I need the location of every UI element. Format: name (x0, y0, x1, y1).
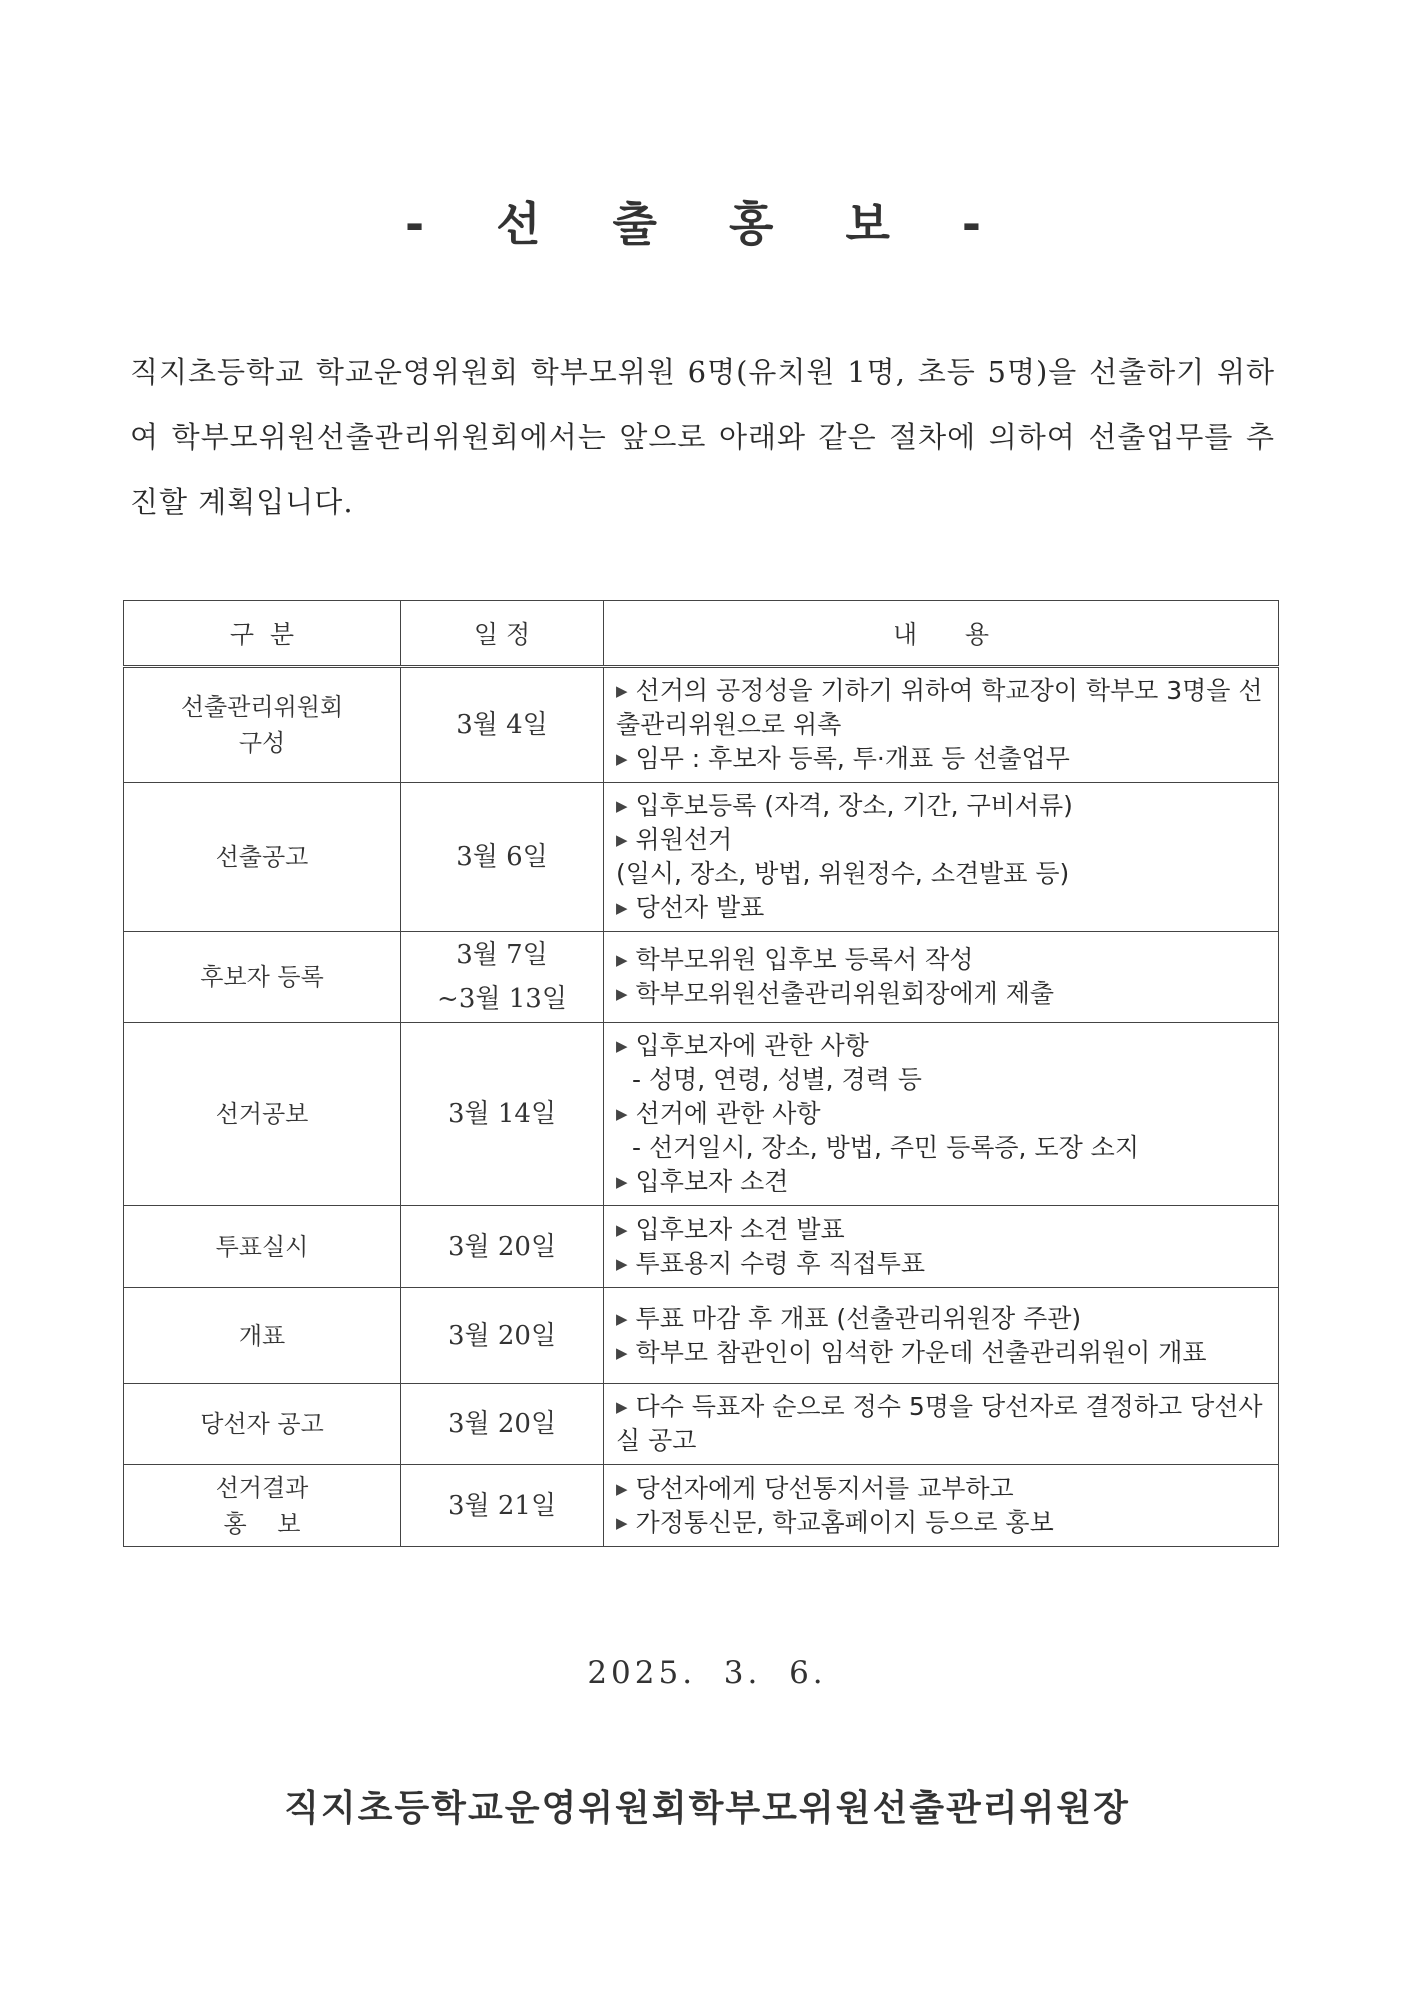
triangle-right-icon: ▶ (616, 1105, 628, 1123)
table-row (124, 1206, 1279, 1288)
row-content (604, 1288, 1279, 1384)
category-text: 홍 보 (223, 1509, 301, 1538)
content-item (616, 1131, 1266, 1165)
row-category (124, 783, 401, 932)
row-content (604, 783, 1279, 932)
header-date: 일 정 (401, 601, 604, 667)
content-item (616, 1506, 1266, 1540)
content-item (616, 1165, 1266, 1199)
content-text: 당선자 발표 (635, 893, 765, 922)
row-content (604, 1384, 1279, 1465)
page-title: - 선 출 홍 보 - (404, 197, 1009, 251)
category-text: 개표 (238, 1321, 286, 1350)
category-text: 구성 (238, 729, 286, 757)
table-header-row (124, 601, 1279, 667)
content-text: 투표용지 수령 후 직접투표 (635, 1248, 926, 1278)
intro-paragraph: 직지초등학교 학교운영위원회 학부모위원 6명(유치원 1명, 초등 5명)을 선출하기 위하여 학부모위원선출관리위원회에서는 앞으로 아래와 같은 절차에 의하여 선출업무를 추진할 계획입니다. (130, 355, 1275, 519)
date-text: 3월 21일 (447, 1490, 557, 1521)
content-text: 가정통신문, 학교홈페이지 등으로 홍보 (635, 1507, 1054, 1537)
triangle-right-icon: ▶ (616, 1037, 628, 1055)
category-text: 선거결과 (215, 1473, 309, 1502)
content-text: 당선자에게 당선통지서를 교부하고 (635, 1473, 1014, 1503)
triangle-right-icon: ▶ (616, 1343, 628, 1362)
row-category (124, 667, 401, 783)
category-text: 선출공고 (215, 843, 309, 871)
triangle-right-icon: ▶ (616, 899, 628, 917)
content-item (616, 891, 1266, 925)
content-item (616, 1097, 1266, 1131)
date-text: 3월 20일 (447, 1320, 557, 1351)
triangle-right-icon: ▶ (616, 682, 628, 700)
row-category (124, 1465, 401, 1547)
table-row (124, 1384, 1279, 1465)
triangle-right-icon: ▶ (616, 1220, 628, 1239)
row-date (401, 1384, 604, 1465)
content-text: 입후보등록 (자격, 장소, 기간, 구비서류) (635, 791, 1073, 820)
content-text: 투표 마감 후 개표 (선출관리위원장 주관) (635, 1303, 1082, 1333)
triangle-right-icon: ▶ (616, 985, 628, 1003)
content-item (616, 742, 1266, 776)
triangle-right-icon: ▶ (616, 1479, 628, 1498)
row-category (124, 1384, 401, 1465)
schedule-body (124, 667, 1279, 1547)
content-item (616, 943, 1266, 977)
date-text: 3월 20일 (447, 1231, 557, 1262)
content-item (616, 823, 1266, 857)
header-category: 구 분 (124, 601, 401, 667)
triangle-right-icon: ▶ (616, 750, 628, 768)
table-row (124, 932, 1279, 1023)
content-text: 다수 득표자 순으로 정수 5명을 당선자로 결정하고 당선사실 공고 (616, 1392, 1263, 1455)
category-text: 선출관리위원회 (180, 693, 344, 721)
content-item (616, 674, 1266, 742)
category-text: 투표실시 (215, 1232, 309, 1261)
table-row (124, 667, 1279, 783)
content-text: 학부모위원 입후보 등록서 작성 (635, 945, 974, 974)
category-text: 선거공보 (215, 1100, 309, 1128)
content-item (616, 1472, 1266, 1506)
row-category (124, 1288, 401, 1384)
schedule-table (123, 600, 1279, 1547)
content-item (616, 789, 1266, 823)
content-text: - 선거일시, 장소, 방법, 주민 등록증, 도장 소지 (632, 1133, 1139, 1162)
row-content (604, 1465, 1279, 1547)
content-text: 임무 : 후보자 등록, 투·개표 등 선출업무 (635, 744, 1070, 773)
content-text: 입후보자 소견 (635, 1167, 789, 1196)
triangle-right-icon: ▶ (616, 797, 628, 815)
date-text: 3월 6일 (456, 842, 548, 872)
row-date (401, 1288, 604, 1384)
content-item (616, 1336, 1266, 1370)
row-category (124, 1023, 401, 1206)
triangle-right-icon: ▶ (616, 1513, 628, 1532)
row-content (604, 932, 1279, 1023)
content-text: (일시, 장소, 방법, 위원정수, 소견발표 등) (616, 859, 1070, 888)
table-row (124, 1288, 1279, 1384)
content-text: 선거에 관한 사항 (635, 1099, 821, 1128)
row-date (401, 1465, 604, 1547)
triangle-right-icon: ▶ (616, 951, 628, 969)
row-content (604, 667, 1279, 783)
row-date (401, 783, 604, 932)
category-text: 후보자 등록 (200, 963, 324, 991)
content-item (616, 1390, 1266, 1458)
date-text: 3월 20일 (447, 1409, 557, 1439)
content-text: 입후보자 소견 발표 (635, 1214, 845, 1244)
date-text: 3월 7일 (456, 940, 548, 970)
content-item (616, 1213, 1266, 1247)
date-text: 3월 4일 (456, 710, 548, 740)
signature-line: 직지초등학교운영위원회학부모위원선출관리위원장 (284, 1788, 1130, 1829)
header-content: 내 용 (604, 601, 1279, 667)
content-item (616, 1247, 1266, 1281)
content-text: - 성명, 연령, 성별, 경력 등 (632, 1065, 922, 1094)
document-date: 2025. 3. 6. (587, 1655, 827, 1691)
content-item (616, 977, 1266, 1011)
table-row (124, 783, 1279, 932)
date-text: 3월 14일 (447, 1099, 557, 1129)
table-row (124, 1023, 1279, 1206)
content-text: 입후보자에 관한 사항 (635, 1031, 869, 1060)
row-content (604, 1206, 1279, 1288)
content-text: 학부모 참관인이 임석한 가운데 선출관리위원이 개표 (635, 1337, 1207, 1367)
content-item (616, 1302, 1266, 1336)
content-item (616, 1063, 1266, 1097)
row-date (401, 932, 604, 1023)
row-date (401, 667, 604, 783)
row-date (401, 1206, 604, 1288)
content-text: 위원선거 (635, 825, 733, 854)
content-item (616, 1029, 1266, 1063)
row-category (124, 1206, 401, 1288)
content-text: 선거의 공정성을 기하기 위하여 학교장이 학부모 3명을 선출관리위원으로 위촉 (616, 676, 1263, 739)
triangle-right-icon: ▶ (616, 1254, 628, 1273)
row-date (401, 1023, 604, 1206)
date-text: ~3월 13일 (437, 984, 567, 1014)
triangle-right-icon: ▶ (616, 1398, 628, 1416)
table-row (124, 1465, 1279, 1547)
row-content (604, 1023, 1279, 1206)
content-text: 학부모위원선출관리위원회장에게 제출 (635, 979, 1055, 1008)
triangle-right-icon: ▶ (616, 1309, 628, 1328)
row-category (124, 932, 401, 1023)
content-item (616, 857, 1266, 891)
category-text: 당선자 공고 (200, 1410, 324, 1438)
triangle-right-icon: ▶ (616, 1173, 628, 1191)
triangle-right-icon: ▶ (616, 831, 628, 849)
